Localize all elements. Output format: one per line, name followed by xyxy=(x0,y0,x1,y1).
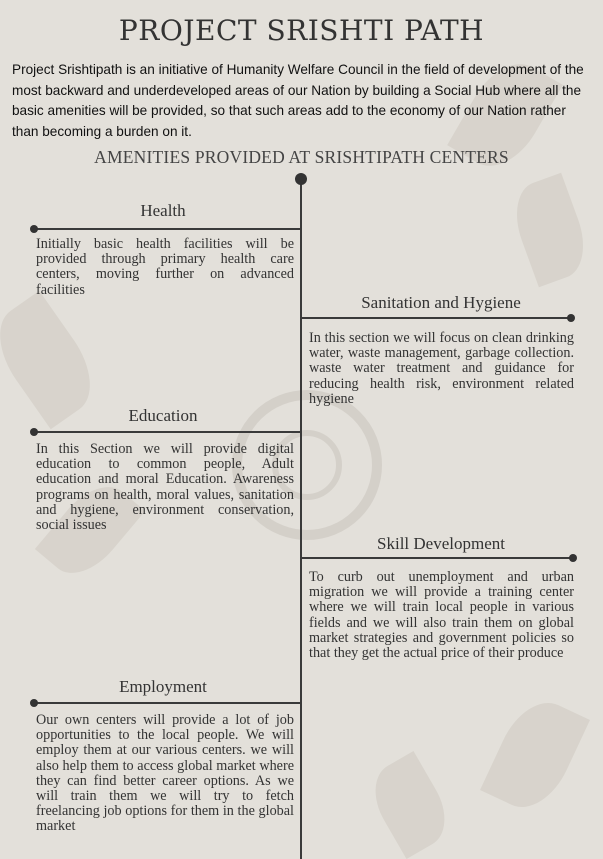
employment-connector xyxy=(34,702,302,704)
skill-dot xyxy=(569,554,577,562)
employment-title: Employment xyxy=(119,677,207,696)
health-title: Health xyxy=(140,201,186,220)
education-title: Education xyxy=(128,406,198,425)
timeline-spine xyxy=(300,179,302,859)
background-leaf xyxy=(480,690,590,819)
sanitation-connector xyxy=(301,317,571,319)
page-title: PROJECT SRISHTI PATH xyxy=(118,14,485,47)
health-text: Initially basic health facilities will be provided through primary health care centers, moving further on advanced facilities xyxy=(36,236,294,298)
sanitation-dot xyxy=(567,314,575,322)
background-leaf xyxy=(505,173,596,287)
section-subheading: AMENITIES PROVIDED AT SRISHTIPATH CENTERS xyxy=(94,147,509,167)
skill-title: Skill Development xyxy=(377,534,505,553)
health-dot xyxy=(30,225,38,233)
education-dot xyxy=(30,428,38,436)
intro-paragraph: Project Srishtipath is an initiative of Humanity Welfare Council in the field of development of the most backward and underdeveloped areas of our Nation by building a Social Hub where all the basic amenities will be provided, so that such areas add to the economy of our Nation rather than becoming a burden on it. xyxy=(12,62,584,139)
background-leaf xyxy=(362,751,459,859)
skill-connector xyxy=(301,557,573,559)
skill-text: To curb out unemployment and urban migration we will provide a training center where we will train local people in various fields and we will also train them on global market strategies and government policies so that they get the actual price of their produce xyxy=(309,569,574,662)
health-connector xyxy=(34,228,302,230)
employment-dot xyxy=(30,699,38,707)
employment-text: Our own centers will provide a lot of job opportunities to the local people. We will employ them at our various centers. we will also help them to access global market where they can find better career options. As we will train them we will try to fetch freelancing job options for them in the global market xyxy=(36,712,294,835)
sanitation-title: Sanitation and Hygiene xyxy=(361,293,521,312)
timeline-top-dot xyxy=(295,173,307,185)
education-connector xyxy=(34,431,302,433)
sanitation-text: In this section we will focus on clean drinking water, waste management, garbage collection. waste water treatment and guidance for reducing health risk, environment related hygiene xyxy=(309,330,574,407)
education-text: In this Section we will provide digital education to common people, Adult education and moral Education. Awareness programs on health, moral values, sanitation and hygiene, environment conservation, social issues xyxy=(36,441,294,534)
